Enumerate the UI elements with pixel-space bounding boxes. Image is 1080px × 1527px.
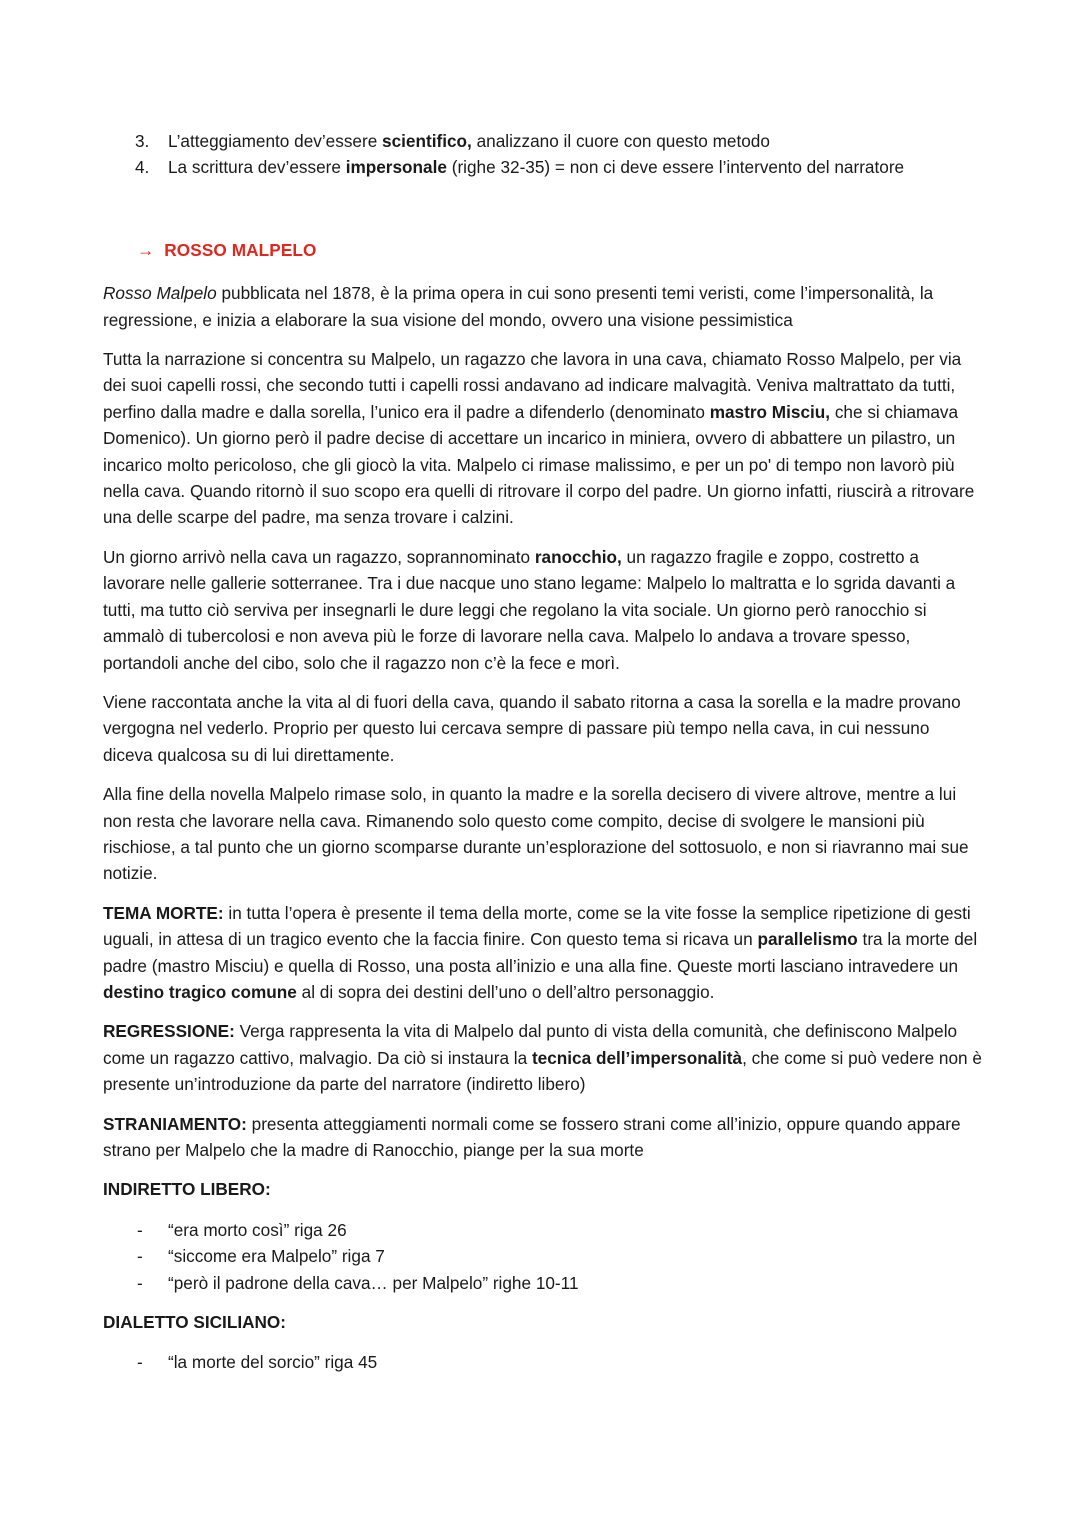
paragraph-regressione: REGRESSIONE: Verga rappresenta la vita di Malpelo dal punto di vista della comunità, che definiscono Malpelo come un ragazzo cattivo, malvagio. Da ciò si instaura la tecnica dell’impersonalità, che come si può vedere non è presente un’introduzione da parte del narratore (indiretto libero)	[103, 1021, 982, 1095]
list-item: 4. La scrittura dev’essere impersonale (righe 32-35) = non ci deve essere l’intervento del narratore	[103, 154, 983, 180]
paragraph-story: Tutta la narrazione si concentra su Malpelo, un ragazzo che lavora in una cava, chiamato Rosso Malpelo, per via dei suoi capelli rossi, che secondo tutti i capelli rossi andavano ad indicare malvagità. Veniva maltrattato da tutti, perfino dalla madre e dalla sorella, l’unico era il padre a difenderlo (denominato mastro Misciu, che si chiamava Domenico). Un giorno però il padre decise di accettare un incarico in miniera, ovvero di abbattere un pilastro, un incarico molto pericoloso, che gli giocò la vita. Malpelo ci rimase malissimo, e per un po' di tempo non lavorò più nella cava. Quando ritornò il suo scopo era quelli di ritrovare il corpo del padre. Un giorno infatti, riuscirà a ritrovare una delle scarpe del padre, ma senza trovare i calzini.	[103, 349, 975, 528]
list-number: 3.	[135, 131, 150, 151]
list-number: 4.	[135, 157, 150, 178]
paragraph-intro: Rosso Malpelo pubblicata nel 1878, è la prima opera in cui sono presenti temi veristi, come l’impersonalità, la regressione, e inizia a elaborare la sua visione del mondo, ovvero una visione pessimistica	[103, 283, 934, 330]
paragraph-ending: Alla fine della novella Malpelo rimase solo, in quanto la madre e la sorella decisero di vivere altrove, mentre a lui non resta che lavorare nella cava. Rimanendo solo questo come compito, decise di svolgere le mansioni più rischiose, a tal punto che un giorno scomparse durante un’esplorazione del sottosuolo, e non si riavranno mai sue notizie.	[103, 784, 969, 884]
list-item: - “però il padrone della cava… per Malpelo” righe 10-11	[137, 1272, 579, 1293]
section-heading	[103, 237, 983, 263]
paragraph-ranocchio: Un giorno arrivò nella cava un ragazzo, soprannominato ranocchio, un ragazzo fragile e zoppo, costretto a lavorare nelle gallerie sotterranee. Tra i due nacque uno stano legame: Malpelo lo maltratta e lo sgrida davanti a tutti, ma tutto ciò serviva per insegnarli le dure leggi che regolano la vita sociale. Un giorno però ranocchio si ammalò di tubercolosi e non aveva più le forze di lavorare nella cava. Malpelo lo andava a trovare spesso, portandoli anche del cibo, solo che il ragazzo non c’è la fece e morì.	[103, 546, 956, 673]
paragraph-family: Viene raccontata anche la vita al di fuori della cava, quando il sabato ritorna a casa la sorella e la madre provano vergogna nel vederlo. Proprio per questo lui cercava sempre di passare più tempo nella cava, in cui nessuno diceva qualcosa su di lui direttamente.	[103, 691, 961, 765]
paragraph-tema-morte: TEMA MORTE: in tutta l’opera è presente il tema della morte, come se la vite fosse la semplice ripetizione di gesti uguali, in attesa di un tragico evento che la faccia finire. Con questo tema si ricava un parallelismo tra la morte del padre (mastro Misciu) e quella di Rosso, una posta all’inizio e una alla fine. Queste morti lasciano intravedere un destino tragico comune al di sopra dei destini dell’uno o dell’altro personaggio.	[103, 902, 978, 1002]
list-item: - “siccome era Malpelo” riga 7	[137, 1246, 385, 1267]
paragraph-straniamento: STRANIAMENTO: presenta atteggiamenti normali come se fossero strani come all’inizio, oppure quando appare strano per Malpelo che la madre di Ranocchio, piange per la sua morte	[103, 1113, 961, 1160]
arrow-right-icon: →	[137, 239, 155, 260]
list-item: - “era morto così” riga 26	[137, 1219, 347, 1240]
dialetto-siciliano-label: DIALETTO SICILIANO:	[103, 1312, 287, 1333]
section-title: ROSSO MALPELO	[164, 239, 317, 260]
indiretto-list	[103, 1217, 983, 1296]
numbered-list	[103, 128, 983, 181]
list-item: - “la morte del sorcio” riga 45	[137, 1352, 378, 1373]
bold-term: scientifico,	[382, 131, 472, 151]
document-page	[103, 128, 983, 1376]
list-item: 3. L’atteggiamento dev’essere scientifico, analizzano il cuore con questo metodo	[103, 128, 983, 154]
bold-term: impersonale	[345, 157, 447, 178]
dialetto-list	[103, 1349, 983, 1375]
indiretto-libero-label: INDIRETTO LIBERO:	[103, 1179, 271, 1200]
